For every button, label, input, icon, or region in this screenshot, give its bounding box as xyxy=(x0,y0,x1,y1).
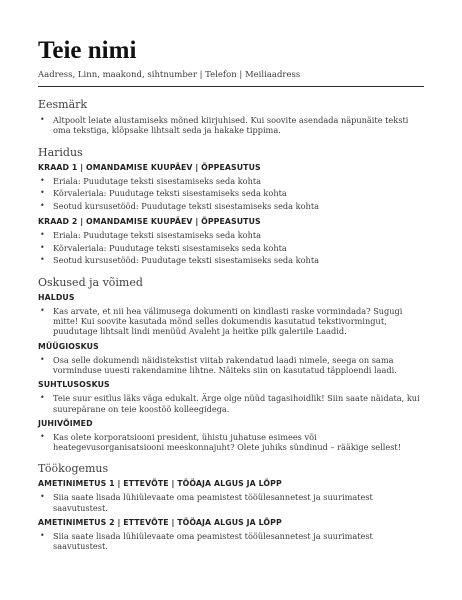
resume-name[interactable]: Teie nimi xyxy=(38,37,137,64)
job-list xyxy=(38,531,424,552)
job-heading[interactable]: AMETINIMETUS 1 | ETTEVÕTE | TÖÖAJA ALGUS JA LÕPP xyxy=(38,479,282,489)
objective-list xyxy=(38,115,424,136)
skill-list xyxy=(38,432,424,453)
skill-heading[interactable]: HALDUS xyxy=(38,292,75,302)
contact-line[interactable]: Aadress, Linn, maakond, sihtnumber | Telefon | Meiliaadress xyxy=(38,70,301,80)
skills-section xyxy=(38,276,424,453)
skill-list xyxy=(38,393,424,414)
education-degree-heading[interactable]: KRAAD 2 | OMANDAMISE KUUPÄEV | ÕPPEASUTUS xyxy=(38,216,261,226)
job-item[interactable]: • Siia saate lisada lühiülevaate oma peamistest tööülesannetest ja suurimatest saavutustest. xyxy=(38,492,424,513)
education-detail-item[interactable]: • Kõrvaleriala: Puudutage teksti sisestamiseks seda kohta xyxy=(38,243,424,253)
education-detail-item[interactable]: • Eriala: Puudutage teksti sisestamiseks seda kohta xyxy=(38,230,424,240)
education-detail-item[interactable]: • Seotud kursusetööd: Puudutage teksti sisestamiseks seda kohta xyxy=(38,255,424,265)
education-degree-heading[interactable]: KRAAD 1 | OMANDAMISE KUUPÄEV | ÕPPEASUTUS xyxy=(38,162,261,172)
skill-list xyxy=(38,306,424,337)
skill-heading[interactable]: SUHTLUSOSKUS xyxy=(38,380,110,390)
job-list xyxy=(38,492,424,513)
job-heading[interactable]: AMETINIMETUS 2 | ETTEVÕTE | TÖÖAJA ALGUS JA LÕPP xyxy=(38,518,282,528)
skill-heading[interactable]: MÜÜGIOSKUS xyxy=(38,341,99,351)
education-title[interactable]: Haridus xyxy=(38,145,83,159)
objective-section xyxy=(38,98,424,136)
experience-section xyxy=(38,462,424,551)
job-item[interactable]: • Siia saate lisada lühiülevaate oma peamistest tööülesannetest ja suurimatest saavutustest. xyxy=(38,531,424,552)
skills-title[interactable]: Oskused ja võimed xyxy=(38,275,143,289)
skill-item[interactable]: • Osa selle dokumendi näidistekstist viitab rakendatud laadi nimele, seega on sama vorminduse uuesti rakendamine lihtne. Näiteks siin on kasutatud täpploendi laadi. xyxy=(38,355,424,376)
education-detail-item[interactable]: • Kõrvaleriala: Puudutage teksti sisestamiseks seda kohta xyxy=(38,188,424,198)
skill-list xyxy=(38,355,424,376)
skill-item[interactable]: • Kas olete korporatsiooni president, ühistu juhatuse esimees või heategevusorganisatsiooni meeskonnajuht? Olete juhiks sündinud – rääkige sellest! xyxy=(38,432,424,453)
education-detail-item[interactable]: • Eriala: Puudutage teksti sisestamiseks seda kohta xyxy=(38,176,424,186)
education-degree-list xyxy=(38,176,424,212)
experience-title[interactable]: Töökogemus xyxy=(38,462,109,476)
skill-item[interactable]: • Teie suur esitlus läks väga edukalt. Ärge olge nüüd tagasihoidlik! Siin saate näidata, kui suurepärane on teie koostöö kolleegidega. xyxy=(38,393,424,414)
education-degree-list xyxy=(38,230,424,266)
objective-item[interactable]: • Altpoolt leiate alustamiseks mõned kiirjuhised. Kui soovite asendada näpunäite teksti oma tekstiga, klõpsake lihtsalt seda ja hakake tippima. xyxy=(38,115,424,136)
skill-item[interactable]: • Kas arvate, et nii hea välimusega dokumenti on kindlasti raske vormindada? Sugugi mitte! Kui soovite kasutada mõnd selles dokumendis kasutatud tekstivormingut, puudutage lihtsalt lindi menüüd Avaleht ja heitke pilk galeriile Laadid. xyxy=(38,306,424,337)
education-detail-item[interactable]: • Seotud kursusetööd: Puudutage teksti sisestamiseks seda kohta xyxy=(38,201,424,211)
objective-title[interactable]: Eesmärk xyxy=(38,98,88,111)
skill-heading[interactable]: JUHIVÕIMED xyxy=(38,418,93,428)
education-section xyxy=(38,146,424,266)
header-divider xyxy=(38,86,424,87)
